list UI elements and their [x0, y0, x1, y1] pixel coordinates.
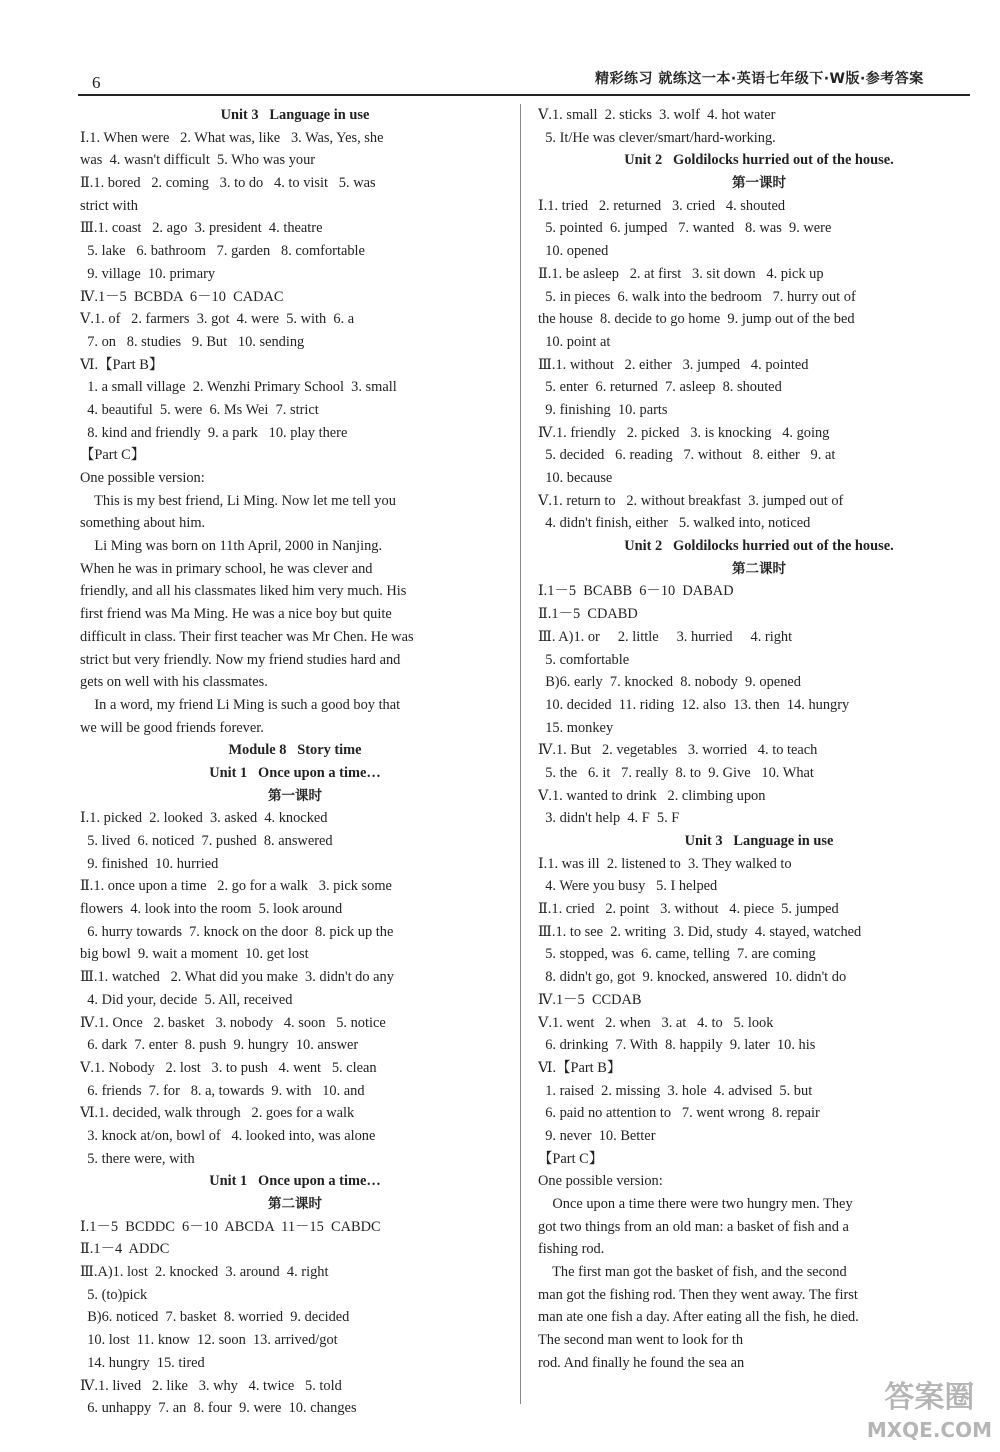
watermark-logo — [867, 1382, 992, 1446]
answer-line: One possible version: — [80, 470, 205, 486]
page-number: 6 — [92, 73, 101, 92]
section-heading: Unit 2 Goldilocks hurried out of the house. — [624, 152, 894, 169]
answer-line: Ⅵ.1. decided, walk through 2. goes for a walk — [80, 1105, 355, 1122]
section-heading: Unit 1 Once upon a time… — [209, 764, 381, 781]
answer-line: 6. hurry towards 7. knock on the door 8. pick up the — [80, 923, 394, 940]
answer-line: got two things from an old man: a basket of fish and a — [538, 1218, 849, 1235]
answer-line: Once upon a time there were two hungry men. They — [538, 1196, 853, 1212]
answer-line: Ⅰ.1. When were 2. What was, like 3. Was, Yes, she — [80, 129, 384, 146]
answer-line: 5. decided 6. reading 7. without 8. either 9. at — [538, 447, 836, 464]
answer-line: 5. comfortable — [538, 651, 630, 668]
answer-line: Ⅵ.【Part B】 — [538, 1059, 622, 1076]
answer-line: Ⅲ. A)1. or 2. little 3. hurried 4. right — [538, 628, 793, 645]
answer-line: 9. never 10. Better — [538, 1127, 656, 1144]
answer-line: 5. pointed 6. jumped 7. wanted 8. was 9. were — [538, 220, 832, 237]
answer-line: The second man went to look for th — [538, 1332, 744, 1349]
answer-line: Li Ming was born on 11th April, 2000 in Nanjing. — [80, 538, 383, 555]
answer-line: 8. didn't go, got 9. knocked, answered 10. didn't do — [538, 969, 847, 986]
answer-line: the house 8. decide to go home 9. jump out of the bed — [538, 311, 855, 328]
answer-line: 5. lake 6. bathroom 7. garden 8. comfortable — [80, 243, 365, 260]
answer-line: 10. opened — [538, 243, 609, 260]
right-column — [538, 104, 980, 1375]
answer-line: 5. lived 6. noticed 7. pushed 8. answered — [80, 833, 333, 849]
answer-line: something about him. — [80, 515, 206, 532]
answer-line: man got the fishing rod. Then they went away. The first — [538, 1286, 858, 1303]
answer-line: 4. didn't finish, either 5. walked into, noticed — [538, 515, 811, 532]
answer-line: strict but very friendly. Now my friend studies hard and — [80, 651, 401, 668]
answer-line: 6. drinking 7. With 8. happily 9. later 10. his — [538, 1037, 816, 1054]
answer-line: In a word, my friend Li Ming is such a good boy that — [80, 696, 401, 713]
answer-line: strict with — [80, 197, 138, 214]
answer-line: Ⅳ.1－5 BCBDA 6－10 CADAC — [80, 288, 284, 305]
answer-line: Ⅱ.1. bored 2. coming 3. to do 4. to visit 5. was — [80, 175, 376, 192]
answer-line: Ⅴ.1. wanted to drink 2. climbing upon — [538, 787, 766, 804]
answer-line: difficult in class. Their first teacher was Mr Chen. He was — [80, 628, 414, 645]
answer-line: Ⅴ.1. small 2. sticks 3. wolf 4. hot water — [538, 107, 776, 123]
page-header-title: 精彩练习 就练这一本·英语七年级下·W版·参考答案 — [595, 71, 924, 87]
section-heading: Unit 1 Once upon a time… — [209, 1173, 381, 1190]
answer-line: The first man got the basket of fish, and the second — [538, 1264, 847, 1281]
answer-line: Ⅵ.【Part B】 — [80, 356, 164, 373]
section-heading: 第二课时 — [268, 1196, 322, 1212]
answer-line: rod. And finally he found the sea an — [538, 1354, 745, 1371]
answer-line: B)6. early 7. knocked 8. nobody 9. opened — [538, 674, 801, 691]
left-column — [80, 104, 510, 1420]
answer-line: 10. lost 11. know 12. soon 13. arrived/got — [80, 1332, 338, 1349]
answer-line: 9. village 10. primary — [80, 265, 216, 282]
answer-line: Ⅴ.1. went 2. when 3. at 4. to 5. look — [538, 1014, 774, 1031]
answer-line: 1. raised 2. missing 3. hole 4. advised 5. but — [538, 1082, 813, 1099]
answer-line: 5. the 6. it 7. really 8. to 9. Give 10. What — [538, 764, 814, 781]
answer-line: Ⅴ.1. return to 2. without breakfast 3. jumped out of — [538, 492, 844, 509]
answer-line: 8. kind and friendly 9. a park 10. play there — [80, 424, 348, 441]
answer-line: Ⅱ.1－5 CDABD — [538, 606, 638, 623]
answer-line: 【Part C】 — [538, 1150, 604, 1167]
answer-line: was 4. wasn't difficult 5. Who was your — [80, 152, 316, 169]
answer-line: gets on well with his classmates. — [80, 674, 268, 691]
answer-line: B)6. noticed 7. basket 8. worried 9. decided — [80, 1309, 350, 1326]
answer-line: Ⅱ.1. be asleep 2. at first 3. sit down 4. pick up — [538, 265, 824, 282]
watermark-text-top: 答案圈 — [884, 1380, 975, 1415]
section-heading: 第一课时 — [732, 175, 786, 192]
answer-line: friendly, and all his classmates liked him very much. His — [80, 583, 407, 600]
answer-line: 4. Did your, decide 5. All, received — [80, 991, 293, 1008]
answer-line: Ⅰ.1－5 BCABB 6－10 DABAD — [538, 583, 734, 600]
answer-line: 3. didn't help 4. F 5. F — [538, 810, 680, 827]
answer-line: 15. monkey — [538, 719, 614, 736]
answer-line: Ⅰ.1. tried 2. returned 3. cried 4. shouted — [538, 197, 786, 214]
answer-line: Ⅳ.1－5 CCDAB — [538, 991, 642, 1008]
section-heading: 第一课时 — [268, 787, 322, 804]
answer-line: Ⅲ.1. coast 2. ago 3. president 4. theatre — [80, 220, 323, 237]
answer-line: Ⅰ.1－5 BCDDC 6－10 ABCDA 11－15 CABDC — [80, 1218, 381, 1235]
answer-line: 5. in pieces 6. walk into the bedroom 7. hurry out of — [538, 288, 856, 305]
section-heading: Unit 3 Language in use — [684, 833, 834, 849]
answer-line: 5. there were, with — [80, 1150, 195, 1167]
answer-line: 5. enter 6. returned 7. asleep 8. shouted — [538, 379, 782, 396]
answer-line: 4. Were you busy 5. I helped — [538, 878, 718, 895]
answer-line: 1. a small village 2. Wenzhi Primary School 3. small — [80, 379, 397, 396]
answer-line: Ⅲ.A)1. lost 2. knocked 3. around 4. right — [80, 1264, 329, 1281]
answer-line: big bowl 9. wait a moment 10. get lost — [80, 946, 309, 963]
answer-line: Ⅰ.1. was ill 2. listened to 3. They walked to — [538, 855, 792, 872]
answer-line: 5. It/He was clever/smart/hard-working. — [538, 129, 776, 146]
answer-line: 6. paid no attention to 7. went wrong 8. repair — [538, 1105, 820, 1122]
answer-line: fishing rod. — [538, 1241, 605, 1258]
answer-line: 【Part C】 — [80, 447, 146, 464]
answer-line: When he was in primary school, he was clever and — [80, 560, 373, 577]
answer-line: 5. (to)pick — [80, 1286, 148, 1303]
section-heading: Unit 2 Goldilocks hurried out of the house. — [624, 538, 894, 555]
answer-line: Ⅳ.1. But 2. vegetables 3. worried 4. to teach — [538, 742, 818, 759]
section-heading: 第二课时 — [732, 560, 786, 577]
header-rule — [78, 94, 970, 96]
answer-line: 6. friends 7. for 8. a, towards 9. with 10. and — [80, 1082, 365, 1099]
section-heading: Module 8 Story time — [228, 742, 362, 759]
answer-line: Ⅱ.1. once upon a time 2. go for a walk 3. pick some — [80, 878, 392, 895]
answer-line: flowers 4. look into the room 5. look around — [80, 901, 343, 918]
answer-line: Ⅰ.1. picked 2. looked 3. asked 4. knocked — [80, 810, 328, 827]
answer-line: One possible version: — [538, 1173, 663, 1190]
answer-line: 9. finished 10. hurried — [80, 855, 219, 872]
section-heading: Unit 3 Language in use — [220, 107, 370, 123]
answer-line: Ⅳ.1. friendly 2. picked 3. is knocking 4. going — [538, 424, 830, 441]
answer-line: 5. stopped, was 6. came, telling 7. are coming — [538, 946, 816, 963]
watermark-text-bottom: MXQE.COM — [866, 1418, 992, 1442]
answer-line: first friend was Ma Ming. He was a nice boy but quite — [80, 606, 392, 623]
column-divider — [520, 104, 521, 1404]
answer-line: Ⅲ.1. without 2. either 3. jumped 4. pointed — [538, 356, 809, 373]
answer-line: Ⅱ.1－4 ADDC — [80, 1241, 170, 1258]
answer-line: Ⅳ.1. Once 2. basket 3. nobody 4. soon 5. notice — [80, 1014, 386, 1031]
answer-line: 4. beautiful 5. were 6. Ms Wei 7. strict — [80, 401, 319, 418]
answer-line: 10. decided 11. riding 12. also 13. then 14. hungry — [538, 696, 850, 713]
answer-line: Ⅴ.1. Nobody 2. lost 3. to push 4. went 5. clean — [80, 1059, 377, 1076]
answer-line: 6. dark 7. enter 8. push 9. hungry 10. answer — [80, 1037, 359, 1054]
answer-line: 3. knock at/on, bowl of 4. looked into, was alone — [80, 1127, 376, 1144]
answer-line: This is my best friend, Li Ming. Now let me tell you — [80, 492, 396, 509]
answer-line: Ⅳ.1. lived 2. like 3. why 4. twice 5. told — [80, 1377, 342, 1394]
answer-line: 10. point at — [538, 333, 611, 350]
answer-line: 9. finishing 10. parts — [538, 401, 668, 418]
answer-line: man ate one fish a day. After eating all the fish, he died. — [538, 1309, 859, 1326]
answer-line: 10. because — [538, 470, 613, 486]
answer-line: 6. unhappy 7. an 8. four 9. were 10. changes — [80, 1400, 357, 1417]
answer-line: Ⅲ.1. to see 2. writing 3. Did, study 4. stayed, watched — [538, 923, 862, 940]
answer-line: Ⅲ.1. watched 2. What did you make 3. didn't do any — [80, 969, 394, 986]
answer-line: 14. hungry 15. tired — [80, 1354, 205, 1371]
answer-line: 7. on 8. studies 9. But 10. sending — [80, 333, 305, 350]
answer-line: Ⅴ.1. of 2. farmers 3. got 4. were 5. with 6. a — [80, 311, 355, 328]
answer-line: we will be good friends forever. — [80, 719, 264, 736]
answer-line: Ⅱ.1. cried 2. point 3. without 4. piece 5. jumped — [538, 901, 839, 918]
